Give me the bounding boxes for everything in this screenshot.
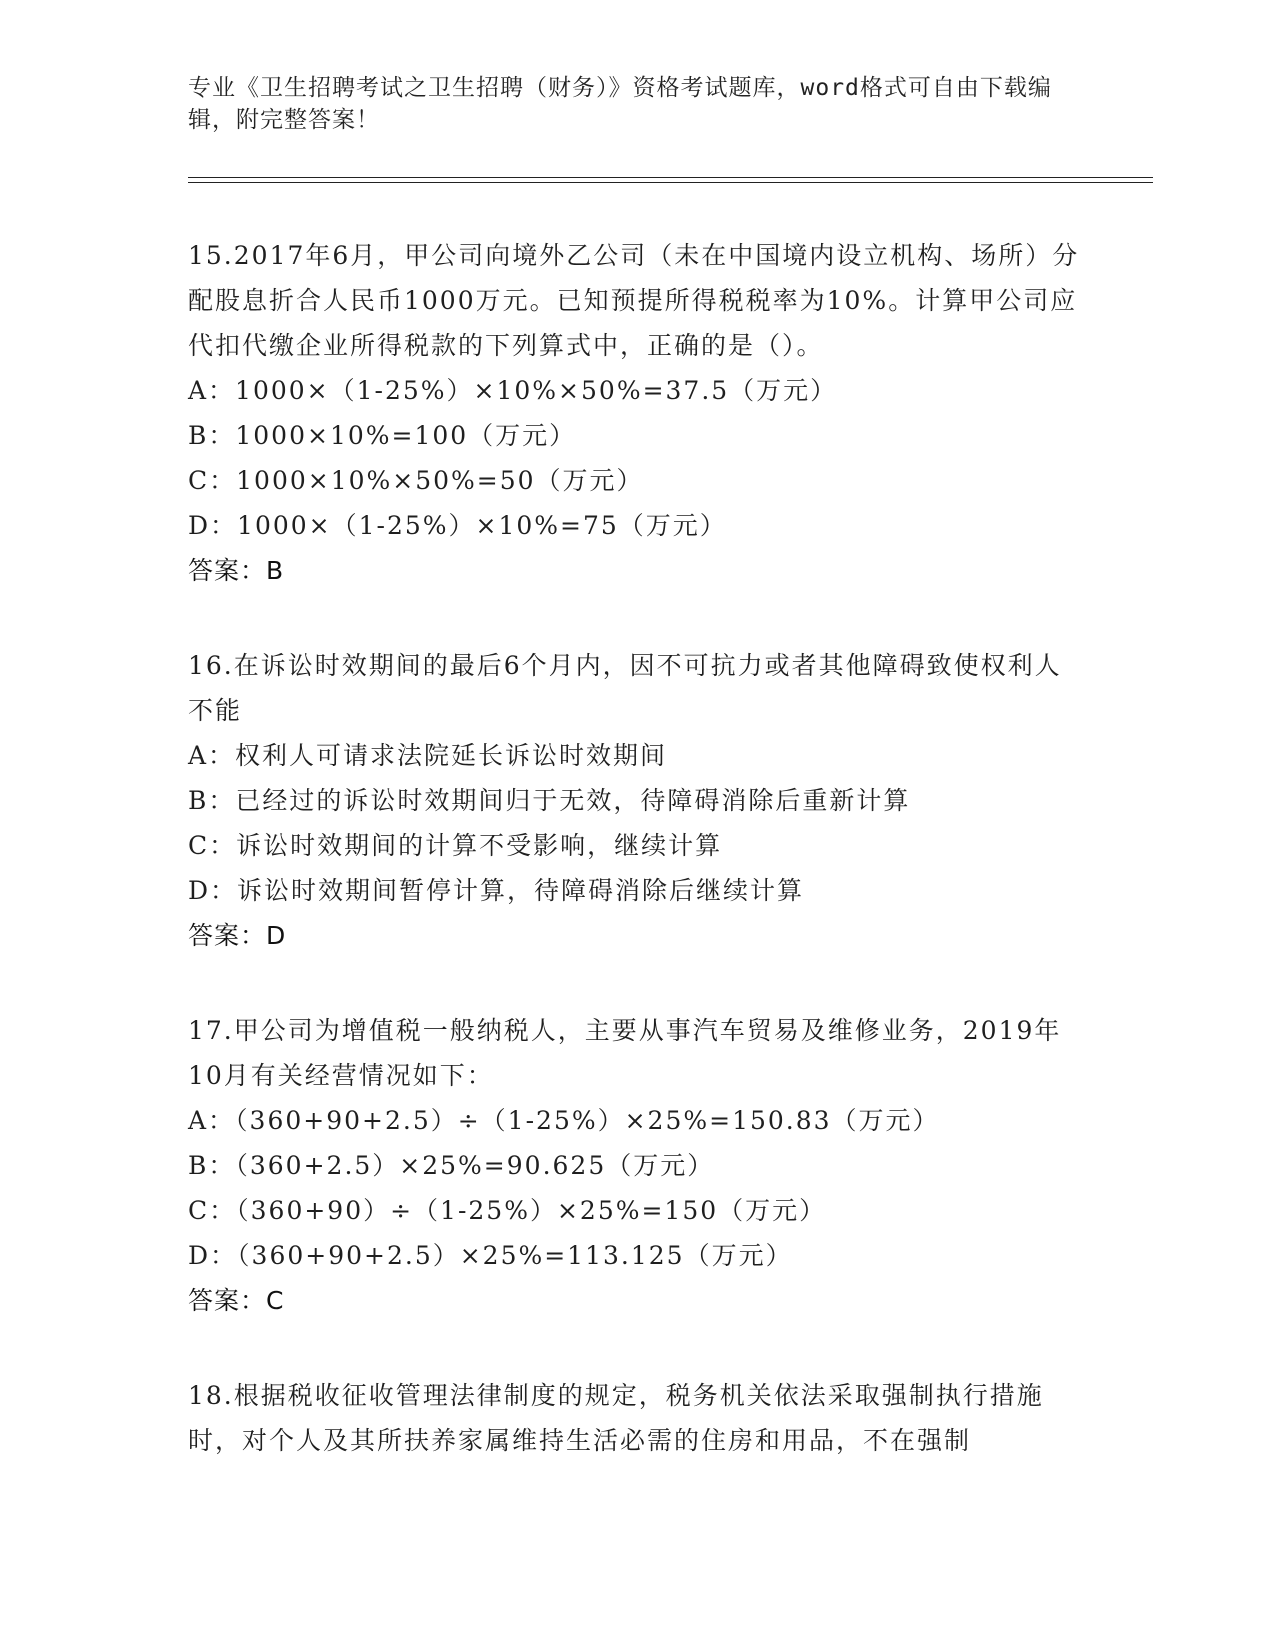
answer-line: 答案：D: [188, 921, 287, 950]
answer-line: 答案：B: [188, 556, 285, 585]
answer-line: 答案：C: [188, 1286, 285, 1315]
option-a: A：1000×（1-25%）×10%×50%=37.5（万元）: [188, 376, 838, 405]
question-15: [188, 233, 1088, 593]
option-d: D：1000×（1-25%）×10%=75（万元）: [188, 511, 727, 540]
option-d: D：诉讼时效期间暂停计算，待障碍消除后继续计算: [188, 876, 805, 905]
option-b: B：1000×10%=100（万元）: [188, 421, 577, 450]
option-b: B：已经过的诉讼时效期间归于无效，待障碍消除后重新计算: [188, 786, 911, 815]
option-d: D：（360+90+2.5）×25%=113.125（万元）: [188, 1241, 793, 1270]
question-stem: 17.甲公司为增值税一般纳税人，主要从事汽车贸易及维修业务，2019年10月有关经营情况如下：: [188, 1016, 1062, 1090]
option-a: A：权利人可请求法院延长诉讼时效期间: [188, 741, 668, 770]
header-divider-top: [188, 177, 1153, 178]
header-divider-bottom: [188, 182, 1153, 183]
question-18: [188, 1373, 1088, 1463]
option-a: A：（360+90+2.5）÷（1-25%）×25%=150.83（万元）: [188, 1106, 940, 1135]
option-c: C：1000×10%×50%=50（万元）: [188, 466, 644, 495]
question-stem: 15.2017年6月，甲公司向境外乙公司（未在中国境内设立机构、场所）分配股息折合人民币1000万元。已知预提所得税税率为10%。计算甲公司应代扣代缴企业所得税款的下列算式中，正确的是（）。: [188, 241, 1080, 360]
option-b: B：（360+2.5）×25%=90.625（万元）: [188, 1151, 715, 1180]
option-c: C：诉讼时效期间的计算不受影响，继续计算: [188, 831, 723, 860]
question-17: [188, 1008, 1088, 1323]
question-stem: 16.在诉讼时效期间的最后6个月内，因不可抗力或者其他障碍致使权利人不能: [188, 651, 1062, 725]
question-stem: 18.根据税收征收管理法律制度的规定，税务机关依法采取强制执行措施时，对个人及其所扶养家属维持生活必需的住房和用品，不在强制: [188, 1381, 1044, 1455]
document-header: 专业《卫生招聘考试之卫生招聘（财务）》资格考试题库，word格式可自由下载编辑，附完整答案！: [188, 75, 1052, 133]
option-c: C：（360+90）÷（1-25%）×25%=150（万元）: [188, 1196, 827, 1225]
question-16: [188, 643, 1088, 958]
